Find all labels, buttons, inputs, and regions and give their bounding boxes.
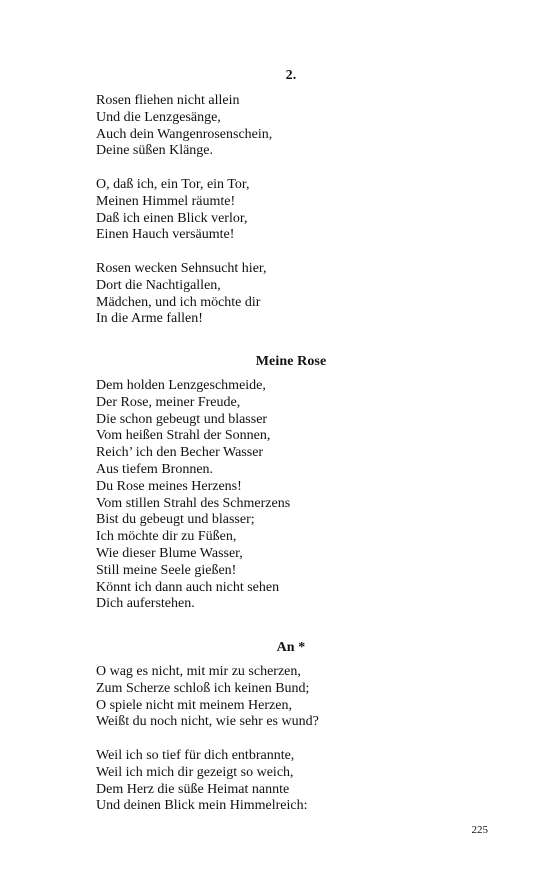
verse-line: Reich’ ich den Becher Wasser: [96, 445, 264, 461]
verse-line: Meinen Himmel räumte!: [96, 193, 236, 209]
verse-line: In die Arme fallen!: [96, 311, 203, 327]
verse-line: Dem Herz die süße Heimat nannte: [96, 781, 290, 797]
verse-line: Rosen wecken Sehnsucht hier,: [96, 261, 267, 276]
verse-line: Still meine Seele gießen!: [96, 562, 237, 578]
verse-line: Aus tiefem Bronnen.: [96, 461, 214, 477]
verse-line: Die schon gebeugt und blasser: [96, 411, 268, 427]
stanza: [96, 177, 496, 244]
verse-line: Weil ich mich dir gezeigt so weich,: [96, 764, 294, 780]
verse-line: Wie dieser Blume Wasser,: [96, 545, 243, 561]
verse-line: Dem holden Lenzgeschmeide,: [96, 378, 266, 393]
verse-line: Auch dein Wangenrosenschein,: [96, 126, 273, 142]
stanza: [96, 378, 496, 613]
verse-line: Der Rose, meiner Freude,: [96, 394, 241, 410]
verse-line: Weil ich so tief für dich entbrannte,: [96, 748, 295, 763]
verse-line: Vom heißen Strahl der Sonnen,: [96, 428, 271, 444]
verse-line: Deine süßen Klänge.: [96, 143, 214, 159]
verse-line: Könnt ich dann auch nicht sehen: [96, 579, 280, 595]
verse-line: Einen Hauch versäumte!: [96, 227, 235, 243]
verse-line: Rosen fliehen nicht allein: [96, 93, 240, 108]
verse-line: Ich möchte dir zu Füßen,: [96, 529, 237, 545]
verse-line: Zum Scherze schloß ich keinen Bund;: [96, 680, 310, 696]
page-number: 225: [471, 824, 488, 836]
stanza: [96, 748, 496, 815]
poem-heading-an: An *: [276, 640, 306, 655]
verse-line: Du Rose meines Herzens!: [96, 478, 242, 494]
verse-line: Daß ich einen Blick verlor,: [96, 210, 248, 226]
verse-line: Und die Lenzgesänge,: [96, 109, 221, 125]
verse-line: Weißt du noch nicht, wie sehr es wund?: [96, 714, 319, 730]
stanza: [96, 261, 496, 328]
verse-line: O wag es nicht, mit mir zu scherzen,: [96, 664, 301, 679]
poem-heading-2: 2.: [285, 68, 297, 83]
verse-line: Dort die Nachtigallen,: [96, 277, 221, 293]
verse-line: O spiele nicht mit meinem Herzen,: [96, 697, 292, 713]
verse-line: Bist du gebeugt und blasser;: [96, 512, 255, 528]
verse-line: O, daß ich, ein Tor, ein Tor,: [96, 177, 250, 192]
verse-line: Mädchen, und ich möchte dir: [96, 294, 261, 310]
verse-line: Dich auferstehen.: [96, 596, 195, 612]
stanza: [96, 664, 496, 731]
poem-heading-meine-rose: Meine Rose: [255, 354, 327, 369]
verse-line: Vom stillen Strahl des Schmerzens: [96, 495, 291, 511]
verse-line: Und deinen Blick mein Himmelreich:: [96, 798, 308, 814]
stanza: [96, 93, 496, 160]
